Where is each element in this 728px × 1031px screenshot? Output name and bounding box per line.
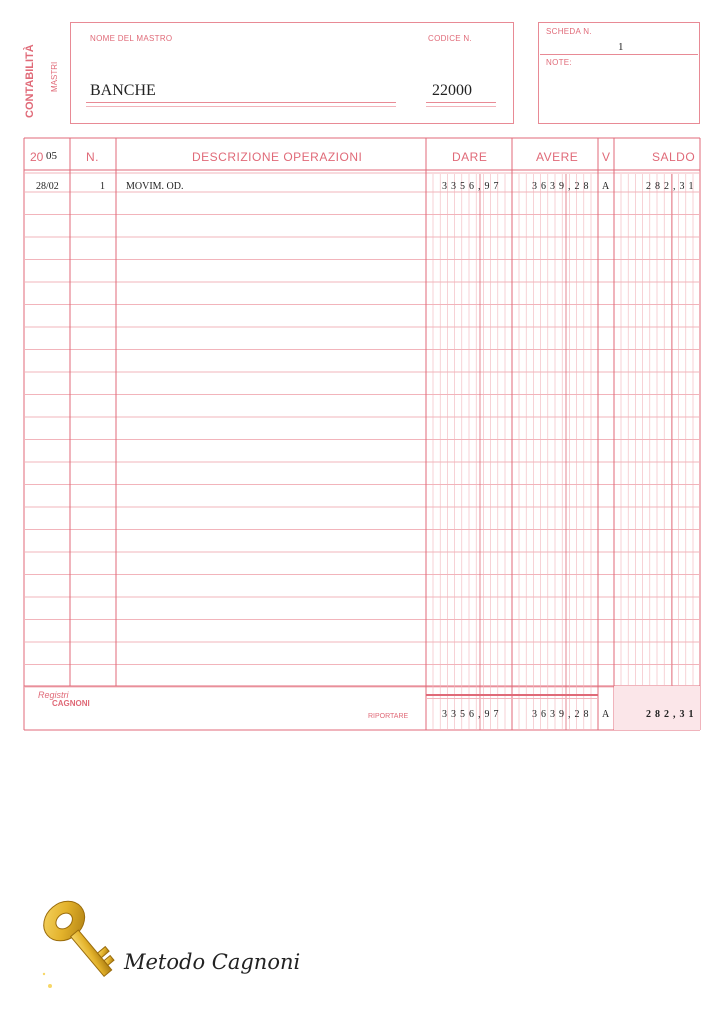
row-date: 28/02: [36, 181, 59, 192]
col-description-header: DESCRIZIONE OPERAZIONI: [192, 150, 363, 164]
brand-line1: Registri: [38, 690, 69, 700]
col-n-header: N.: [86, 150, 99, 164]
notes-label: NOTE:: [546, 58, 572, 67]
code-value: 22000: [432, 82, 472, 99]
row-avere: 3639,28: [532, 181, 593, 192]
footer-avere: 3639,28: [532, 709, 593, 720]
row-number: 1: [100, 181, 105, 192]
col-saldo-header: SALDO: [652, 150, 696, 164]
brand-line2: CAGNONI: [52, 699, 90, 708]
footer-v: A: [602, 709, 610, 720]
riportare-label: RIPORTARE: [368, 713, 409, 720]
saldo-footer-shade: [614, 686, 700, 730]
key-icon: [30, 888, 130, 998]
signature-text: Metodo Cagnoni: [124, 950, 301, 974]
name-label: NOME DEL MASTRO: [90, 34, 173, 43]
row-description: MOVIM. OD.: [126, 181, 184, 192]
riportare-bar: [426, 694, 598, 696]
row-dare: 3356,97: [442, 181, 503, 192]
row-v: A: [602, 181, 610, 192]
riportare-bar-2: [426, 698, 598, 699]
contabilita-label: CONTABILITÀ: [24, 44, 36, 118]
col-avere-header: AVERE: [536, 150, 579, 164]
col-dare-header: DARE: [452, 150, 488, 164]
sheet-label: SCHEDA N.: [546, 27, 592, 36]
mastri-label: MASTRI: [50, 61, 59, 92]
year-prefix: 20: [30, 150, 44, 164]
footer-saldo: 282,31: [646, 709, 698, 720]
code-label: CODICE N.: [428, 34, 473, 43]
name-value: BANCHE: [90, 82, 156, 99]
footer-dare: 3356,97: [442, 709, 503, 720]
year-value: 05: [46, 150, 57, 162]
row-saldo: 282,31: [646, 181, 698, 192]
sheet-value: 1: [618, 41, 624, 53]
col-v-header: V: [602, 150, 611, 164]
